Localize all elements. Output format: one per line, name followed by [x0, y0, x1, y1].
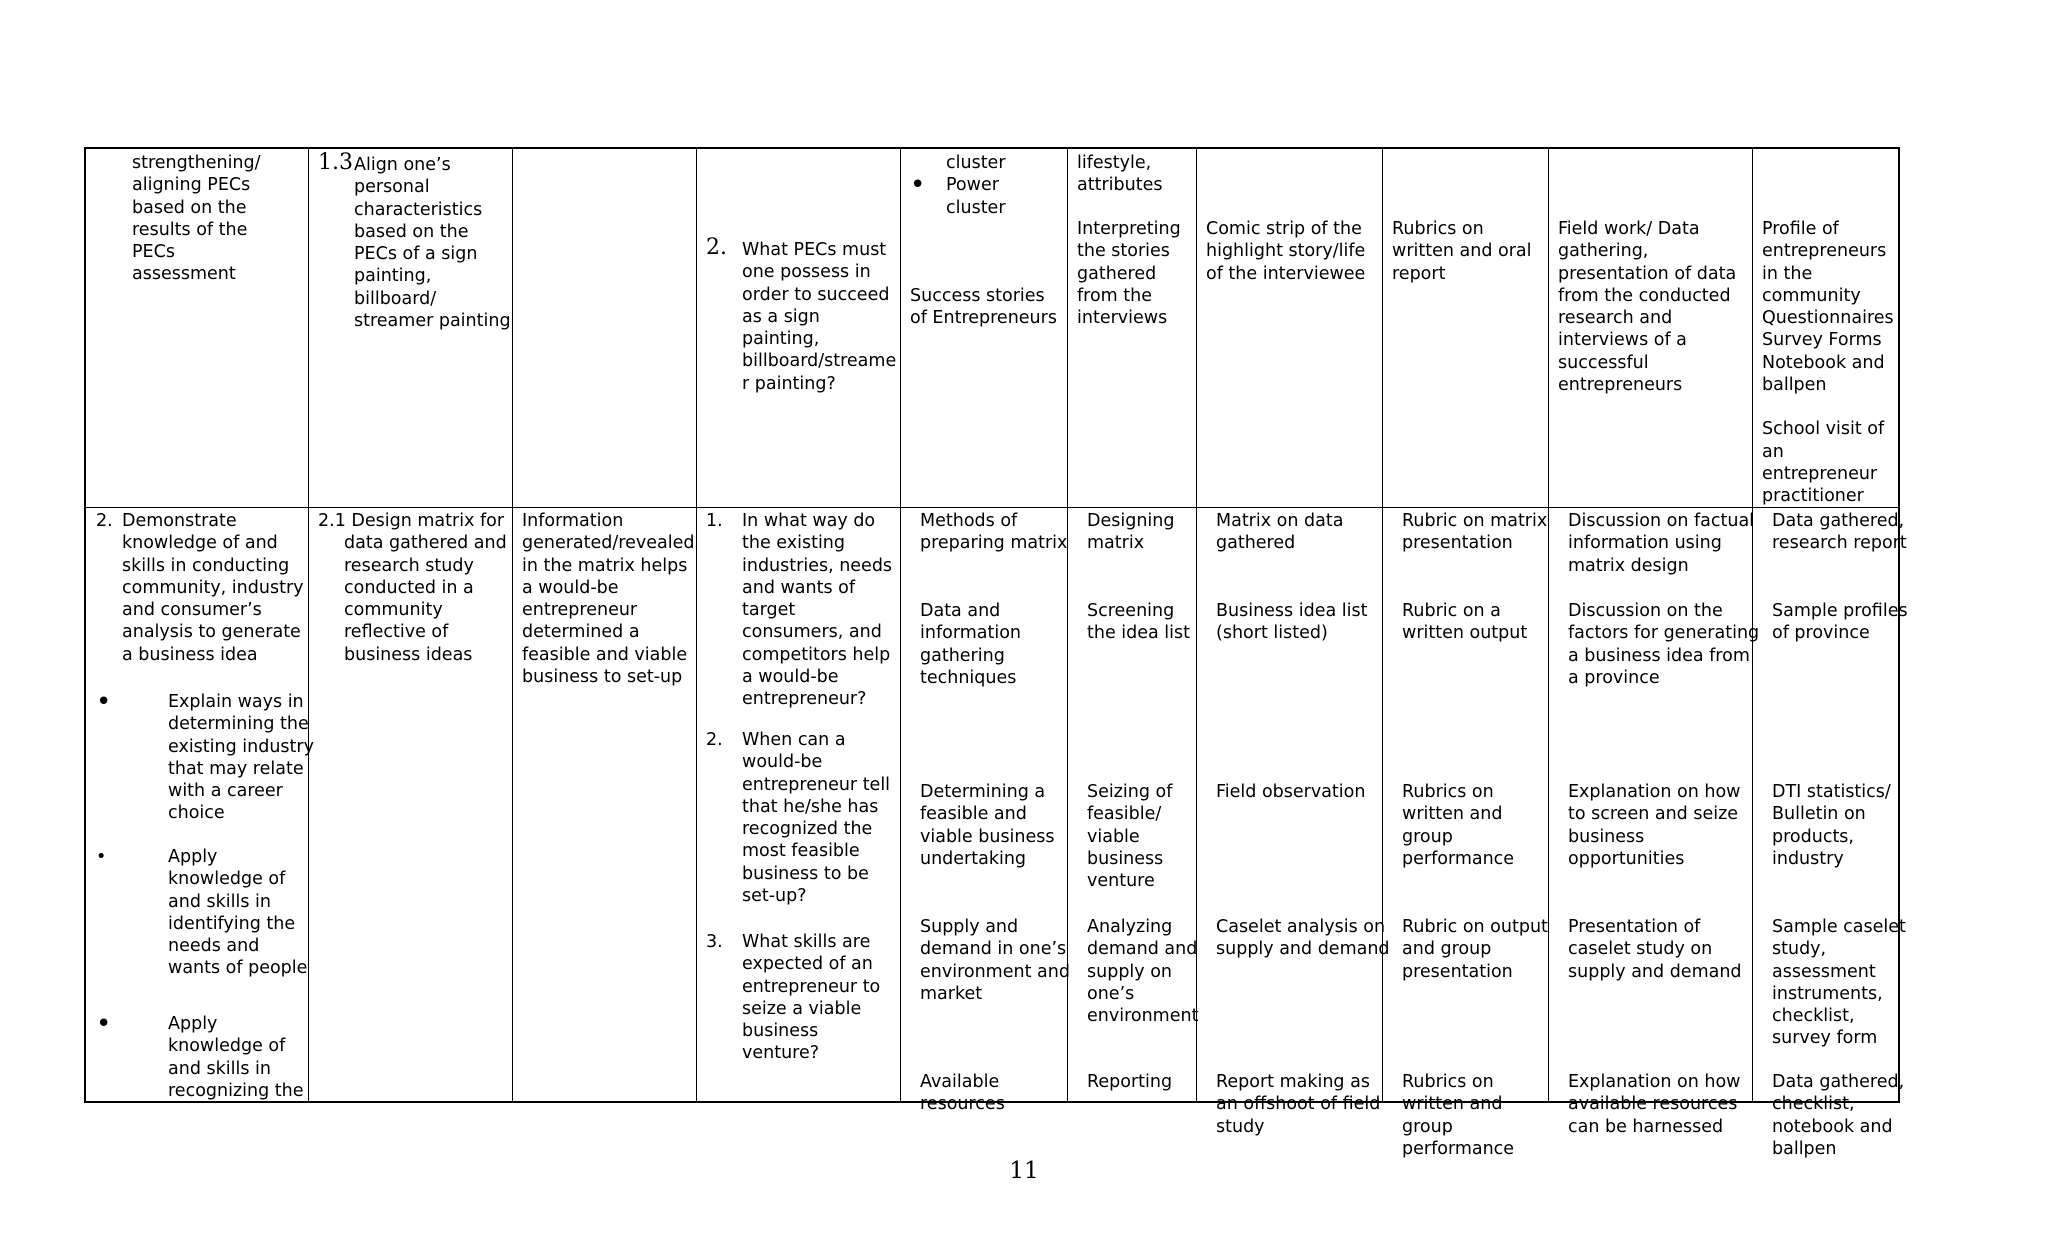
text-line: Sample caselet	[1772, 917, 1906, 937]
text-line: • Apply	[168, 1014, 218, 1034]
text-line: determined a	[522, 622, 640, 643]
text-line: can be harnessed	[1568, 1116, 1724, 1137]
text-line: the stories	[1077, 241, 1170, 262]
text-line: in the matrix helps	[522, 555, 688, 576]
text-line: Available	[920, 1072, 1000, 1092]
text-line: of province	[1772, 623, 1870, 644]
text-line: business ideas	[344, 644, 473, 665]
cell-block	[1216, 1071, 1380, 1138]
text-line: techniques	[920, 667, 1017, 688]
text-line: feasible and	[920, 804, 1027, 825]
cell-block	[1402, 510, 1547, 555]
row1-essential-question	[706, 235, 897, 395]
cell-block	[1568, 781, 1740, 870]
row2-essential-question-3	[706, 931, 880, 1065]
row2-competency-bullet-1	[96, 691, 314, 825]
product-text	[1206, 218, 1365, 285]
text-line: successful	[1558, 352, 1649, 373]
text-line: demand in one’s	[920, 939, 1067, 960]
resources-text	[1762, 218, 1894, 396]
text-line: School visit of	[1762, 419, 1885, 440]
competency-bullet	[96, 1013, 304, 1102]
text-line: Demonstrate	[122, 511, 237, 531]
text-line: industries, needs	[742, 555, 893, 576]
text-line: Rubrics on	[1402, 1072, 1494, 1092]
text-line: a business idea	[122, 644, 258, 665]
text-line: Determining a	[920, 782, 1046, 802]
text-line: opportunities	[1568, 848, 1685, 869]
text-line: entrepreneur?	[742, 689, 867, 710]
text-line: target	[742, 600, 796, 621]
text-line: wants of people	[168, 958, 308, 979]
text-line: Supply and	[920, 917, 1019, 937]
text-line: consumers, and	[742, 622, 882, 643]
text-line: interviews of a	[1558, 330, 1687, 351]
row2-enduring-understanding	[522, 510, 694, 688]
text-line: Business idea list	[1216, 601, 1368, 621]
text-line: Sample profiles	[1772, 601, 1908, 621]
row1-learning-competency	[96, 152, 261, 286]
text-line: Matrix on data	[1216, 511, 1344, 531]
text-line: that may relate	[168, 758, 304, 779]
text-line: Caselet analysis on	[1216, 917, 1386, 937]
text-line: based on the	[354, 221, 469, 242]
text-line: What skills are	[742, 932, 871, 952]
text-line: painting,	[742, 329, 820, 350]
text-line: gathering,	[1558, 241, 1649, 262]
text-line: PECs	[132, 242, 175, 263]
item-number: 2.	[706, 235, 727, 260]
content-bullet	[910, 174, 1006, 219]
text-line: painting,	[354, 266, 432, 287]
text-line: determining the	[168, 714, 309, 735]
text-line: • Power	[946, 175, 999, 196]
row2-competency-bullet-2	[96, 846, 307, 980]
column-divider	[308, 149, 309, 1101]
text-line: characteristics	[354, 199, 483, 220]
text-line: identifying the	[168, 913, 296, 934]
text-line: and group	[1402, 939, 1492, 960]
text-line: information using	[1568, 533, 1722, 554]
text-line: presentation	[1402, 961, 1513, 982]
column-divider	[512, 149, 513, 1101]
text-line: business to be	[742, 863, 869, 884]
text-line: business	[1087, 848, 1164, 869]
text-line: knowledge of	[168, 1036, 286, 1057]
text-line: needs and	[168, 936, 260, 957]
text-line: entrepreneur tell	[742, 774, 891, 795]
text-line: community	[1762, 285, 1861, 306]
text-line: Explanation on how	[1568, 782, 1741, 802]
text-line: environment and	[920, 961, 1070, 982]
text-line: generated/revealed	[522, 533, 695, 554]
row1-success-stories	[910, 285, 1057, 330]
text-line: order to succeed	[742, 284, 890, 305]
text-line: billboard/	[354, 288, 437, 309]
text-line: supply and demand	[1568, 961, 1742, 982]
text-line: venture	[1087, 871, 1155, 892]
text-line: study,	[1772, 939, 1827, 960]
text-line: entrepreneur	[1762, 463, 1878, 484]
cell-block	[1772, 916, 1906, 1050]
text-line: seize a viable	[742, 998, 862, 1019]
text-line: streamer painting	[354, 311, 511, 332]
text-line: Seizing of	[1087, 782, 1173, 802]
cell-block	[1087, 916, 1198, 1027]
text-line: recognized the	[742, 819, 873, 840]
text-line: assessment	[1772, 961, 1876, 982]
text-line: Field observation	[1216, 782, 1366, 802]
text-line: Data gathered,	[1772, 1072, 1905, 1092]
standard-text	[354, 154, 511, 332]
text-line: that he/she has	[742, 796, 879, 817]
text-line: • Apply	[168, 847, 218, 867]
column-divider	[1548, 149, 1549, 1101]
text-line: DTI statistics/	[1772, 782, 1891, 802]
cell-block	[1568, 1071, 1740, 1138]
text-line: gathering	[920, 645, 1005, 666]
understanding-text	[522, 510, 694, 688]
text-line: reflective of	[344, 622, 449, 643]
text-line: community	[344, 600, 443, 621]
text-line: What PECs must	[742, 240, 887, 260]
text-line: and skills in	[168, 891, 271, 912]
cell-block	[1772, 510, 1907, 555]
text-line: Rubrics on	[1392, 219, 1484, 239]
assessment-text	[1392, 218, 1532, 285]
competency-bullet	[96, 691, 314, 825]
cell-block	[1568, 916, 1742, 983]
text-line: one’s	[1087, 983, 1135, 1004]
text-line: lifestyle,	[1077, 153, 1152, 173]
text-line: When can a	[742, 730, 846, 750]
text-line: in the	[1762, 263, 1813, 284]
text-line: supply and demand	[1216, 939, 1390, 960]
cell-block	[920, 916, 1070, 1005]
text-line: group	[1402, 826, 1453, 847]
text-line: checklist,	[1772, 1006, 1855, 1027]
row2-learning-competency	[96, 510, 304, 666]
item-number: 2.	[706, 730, 723, 750]
text-line: Comic strip of the	[1206, 219, 1362, 239]
text-line: (short listed)	[1216, 623, 1328, 644]
cell-block	[920, 781, 1055, 870]
text-line: Rubric on a	[1402, 601, 1501, 621]
text-line: Field work/ Data	[1558, 219, 1700, 239]
text-line: choice	[168, 803, 225, 824]
text-line: viable business	[920, 826, 1055, 847]
question-text	[742, 729, 890, 907]
text-line: Discussion on factual	[1568, 511, 1755, 531]
item-number: 1.3	[318, 150, 353, 175]
text-line: Explanation on how	[1568, 1072, 1741, 1092]
text-line: as a sign	[742, 306, 820, 327]
text-line: a would-be	[522, 577, 619, 598]
text-line: Information	[522, 511, 624, 531]
competency-text	[96, 152, 261, 286]
text-line: written and	[1402, 804, 1503, 825]
text-line: research and	[1558, 308, 1673, 329]
text-line: instruments,	[1772, 983, 1883, 1004]
cell-block	[1216, 781, 1365, 803]
text-line: cluster	[946, 197, 1006, 218]
text-line: study	[1216, 1116, 1265, 1137]
text-line: gathered	[1077, 263, 1157, 284]
text-line: Profile of	[1762, 219, 1839, 239]
text-line: feasible and viable	[522, 644, 688, 665]
standard-text	[318, 510, 507, 666]
text-line: factors for generating	[1568, 623, 1760, 644]
text-line: to screen and seize	[1568, 804, 1739, 825]
text-line: PECs of a sign	[354, 244, 478, 265]
row1-performance-standard	[318, 150, 511, 332]
cell-block	[1402, 916, 1548, 983]
text-line: and wants of	[742, 577, 856, 598]
text-line: Report making as	[1216, 1072, 1370, 1092]
cell-block	[1216, 510, 1343, 555]
text-line: one possess in	[742, 262, 871, 283]
cell-block	[1087, 600, 1190, 645]
cell-block	[920, 1071, 1005, 1116]
text-line: survey form	[1772, 1028, 1878, 1049]
text-line: practitioner	[1762, 486, 1864, 507]
text-line: Presentation of	[1568, 917, 1701, 937]
text-line: Designing	[1087, 511, 1175, 531]
cell-block	[1216, 916, 1390, 961]
text-line: Rubric on output	[1402, 917, 1548, 937]
row1-activity-interpret	[1077, 218, 1181, 329]
text-line: knowledge of	[168, 869, 286, 890]
text-line: market	[920, 983, 983, 1004]
text-line: skills in conducting	[122, 555, 290, 576]
text-line: entrepreneurs	[1558, 375, 1683, 396]
text-line: Analyzing	[1087, 917, 1173, 937]
text-line: ballpen	[1762, 375, 1827, 396]
cell-block	[1772, 781, 1891, 870]
text-line: research study	[344, 555, 474, 576]
text-line: Discussion on the	[1568, 601, 1723, 621]
text-line: of the interviewee	[1206, 263, 1366, 284]
competency-bullet	[96, 846, 307, 980]
text-line: highlight story/life	[1206, 241, 1366, 262]
text-line: a business idea from	[1568, 645, 1750, 666]
text-line: competitors help	[742, 644, 891, 665]
question-text	[742, 510, 892, 711]
row2-performance-standard	[318, 510, 507, 666]
strategy-text	[1558, 218, 1736, 396]
cell-block	[920, 510, 1067, 555]
text-line: Data gathered,	[1772, 511, 1905, 531]
column-divider	[696, 149, 697, 1101]
text-line: matrix	[1087, 533, 1145, 554]
text-line: performance	[1402, 848, 1515, 869]
item-number: 1.	[706, 511, 723, 531]
cell-block	[1216, 600, 1367, 645]
cell-block	[1402, 781, 1514, 870]
text-line: written and oral	[1392, 241, 1532, 262]
text-line: viable	[1087, 826, 1140, 847]
text-line: notebook and	[1772, 1116, 1893, 1137]
text-line: information	[920, 623, 1022, 644]
text-line: Notebook and	[1762, 352, 1885, 373]
text-line: caselet study on	[1568, 939, 1713, 960]
row1-assessment	[1392, 218, 1532, 285]
text-line: In what way do	[742, 511, 876, 531]
text-line: conducted in a	[344, 577, 474, 598]
row2-competency-bullet-3	[96, 1013, 304, 1102]
text-line: assessment	[132, 264, 236, 285]
text-line: strengthening/	[132, 153, 261, 173]
question-text	[742, 931, 880, 1065]
content-text	[910, 285, 1057, 330]
text-line: feasible/	[1087, 804, 1162, 825]
text-line: Data and	[920, 601, 1001, 621]
text-line: recognizing the	[168, 1080, 304, 1101]
text-line: supply on	[1087, 961, 1173, 982]
activity-text	[1077, 218, 1181, 329]
text-line: resources	[920, 1094, 1005, 1115]
resources-text	[1762, 418, 1894, 507]
text-line: presentation	[1402, 533, 1513, 554]
text-line: Methods of	[920, 511, 1018, 531]
text-line: industry	[1772, 848, 1844, 869]
text-line: would-be	[742, 752, 823, 773]
text-line: aligning PECs	[132, 175, 251, 196]
row1-resources	[1762, 218, 1894, 508]
text-line: personal	[354, 177, 430, 198]
text-line: • Explain ways in	[168, 692, 304, 712]
text-line: from the conducted	[1558, 285, 1731, 306]
text-line: business to set-up	[522, 667, 683, 688]
text-line: checklist,	[1772, 1094, 1855, 1115]
row1-content	[910, 152, 1006, 219]
column-divider	[900, 149, 901, 1101]
text-line: business	[742, 1021, 819, 1042]
row1-strategy	[1558, 218, 1736, 396]
text-line: presentation of data	[1558, 263, 1737, 284]
text-line: environment	[1087, 1006, 1199, 1027]
text-line: performance	[1402, 1138, 1515, 1159]
text-line: Align one’s	[354, 155, 451, 175]
text-line: with a career	[168, 781, 283, 802]
item-number: 3.	[706, 932, 723, 952]
cell-block	[920, 600, 1021, 689]
text-line: of Entrepreneurs	[910, 308, 1057, 329]
item-number: 2.	[96, 511, 113, 531]
row-divider	[86, 507, 1898, 508]
text-line: 2.1 Design matrix for	[318, 511, 505, 531]
text-line: demand and	[1087, 939, 1198, 960]
text-line: knowledge of and	[122, 533, 278, 554]
text-line: business	[1568, 826, 1645, 847]
cell-block	[1568, 600, 1759, 689]
text-line: based on the	[132, 197, 247, 218]
cell-block	[1087, 1071, 1172, 1093]
row1-product	[1206, 218, 1365, 285]
text-line: from the	[1077, 285, 1153, 306]
text-line: entrepreneur	[522, 600, 638, 621]
text-line: an offshoot of field	[1216, 1094, 1381, 1115]
text-line: existing industry	[168, 736, 314, 757]
text-line: and consumer’s	[122, 600, 262, 621]
text-line: products,	[1772, 826, 1854, 847]
text-line: Screening	[1087, 601, 1175, 621]
text-line: matrix design	[1568, 555, 1689, 576]
text-line: most feasible	[742, 841, 860, 862]
text-line: a province	[1568, 667, 1660, 688]
text-line: attributes	[1077, 175, 1163, 196]
text-line: results of the	[132, 219, 248, 240]
text-line: r painting?	[742, 373, 836, 394]
text-line: Bulletin on	[1772, 804, 1866, 825]
text-line: Questionnaires	[1762, 308, 1894, 329]
text-line: written output	[1402, 623, 1528, 644]
text-line: an	[1762, 441, 1784, 462]
text-line: ballpen	[1772, 1138, 1837, 1159]
text-line: written and	[1402, 1094, 1503, 1115]
text-line: entrepreneurs	[1762, 241, 1887, 262]
question-text	[742, 239, 896, 395]
cell-block	[1087, 510, 1174, 555]
text-line: the idea list	[1087, 623, 1191, 644]
text-line: community, industry	[122, 577, 304, 598]
text-line: a would-be	[742, 667, 839, 688]
row1-activity	[1077, 152, 1162, 197]
activity-text	[1077, 152, 1162, 197]
cell-block	[1402, 1071, 1514, 1160]
text-line: expected of an	[742, 954, 873, 975]
row2-essential-question-2	[706, 729, 890, 907]
text-line: Reporting	[1087, 1072, 1173, 1092]
text-line: Survey Forms	[1762, 330, 1882, 351]
competency-text	[122, 510, 304, 666]
text-line: research report	[1772, 533, 1907, 554]
row2-essential-question-1	[706, 510, 892, 711]
cell-block	[1402, 600, 1527, 645]
text-line: Success stories	[910, 286, 1045, 306]
page-number: 11	[1009, 1158, 1039, 1184]
text-line: entrepreneur to	[742, 976, 881, 997]
cell-block	[1568, 510, 1754, 577]
cell-block	[1772, 1071, 1904, 1160]
cell-block	[1772, 600, 1908, 645]
text-line: group	[1402, 1116, 1453, 1137]
text-line: data gathered and	[344, 533, 507, 554]
content-text: cluster	[946, 153, 1006, 173]
text-line: venture?	[742, 1043, 820, 1064]
text-line: preparing matrix	[920, 533, 1068, 554]
text-line: available resources	[1568, 1094, 1738, 1115]
text-line: interviews	[1077, 308, 1168, 329]
text-line: gathered	[1216, 533, 1296, 554]
curriculum-table	[84, 147, 1908, 1159]
text-line: and skills in	[168, 1058, 271, 1079]
text-line: set-up?	[742, 886, 807, 907]
text-line: the existing	[742, 533, 846, 554]
text-line: undertaking	[920, 848, 1027, 869]
text-line: Rubrics on	[1402, 782, 1494, 802]
text-line: Rubric on matrix	[1402, 511, 1548, 531]
text-line: report	[1392, 263, 1446, 284]
text-line: analysis to generate	[122, 622, 301, 643]
text-line: billboard/streame	[742, 351, 897, 372]
cell-block	[1087, 781, 1172, 892]
text-line: Interpreting	[1077, 219, 1181, 239]
